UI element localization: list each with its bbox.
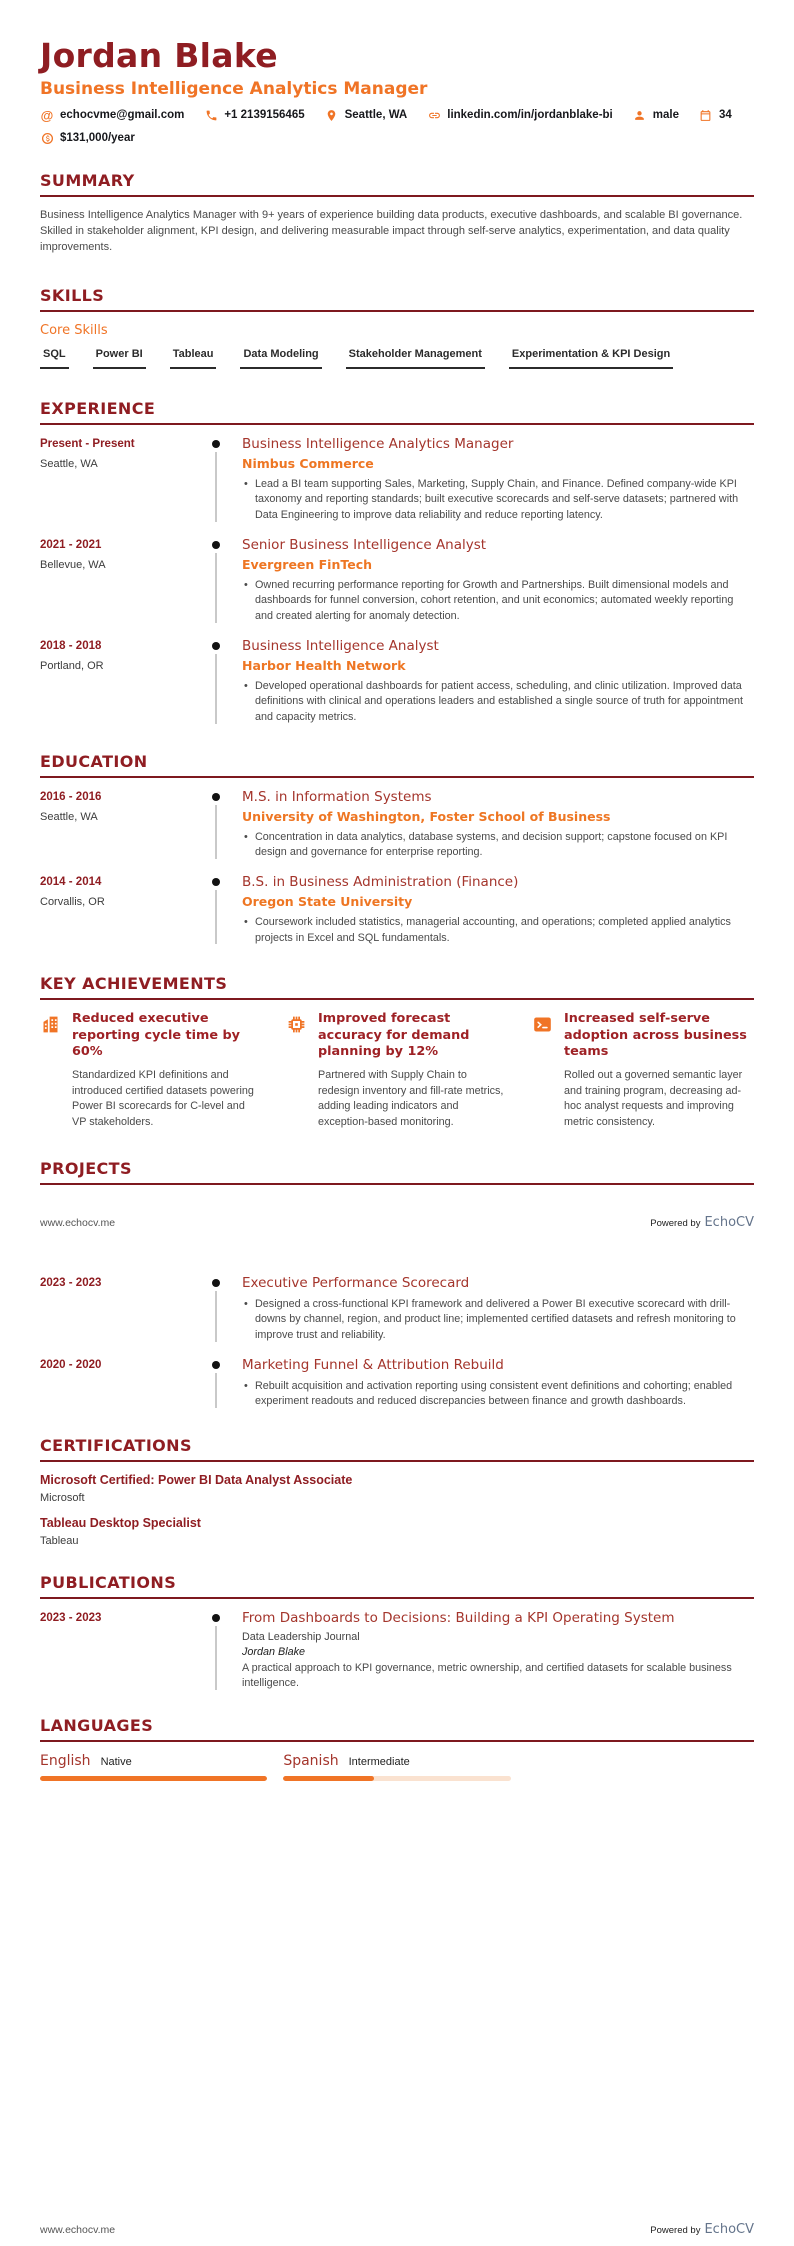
brand-link[interactable]: EchoCV <box>704 1214 754 1230</box>
footer-powered-by <box>650 1213 754 1231</box>
page-footer <box>40 2220 754 2238</box>
entry-body <box>242 874 754 946</box>
timeline <box>190 638 242 726</box>
publications-heading: PUBLICATIONS <box>40 1572 177 1592</box>
company-name: Harbor Health Network <box>242 657 406 673</box>
language-proficiency-bar <box>40 1776 267 1781</box>
entry-meta <box>40 874 190 946</box>
section-rule <box>40 1460 754 1462</box>
timeline-line <box>215 1291 217 1342</box>
publication-title: From Dashboards to Decisions: Building a KPI Operating System <box>242 1609 675 1626</box>
language-level: Intermediate <box>348 1756 410 1769</box>
timeline <box>190 1275 242 1344</box>
section-rule <box>40 1597 754 1599</box>
certification-item <box>40 1473 754 1504</box>
language-name: Spanish <box>283 1753 339 1770</box>
location-text: Seattle, WA <box>344 109 408 121</box>
section-skills <box>40 286 754 369</box>
education-heading: EDUCATION <box>40 751 148 771</box>
footer-powered-by <box>650 2220 754 2238</box>
job-bullet: • Developed operational dashboards for patient access, scheduling, and clinic utilization. Improved data definitions with clinical and operations leaders and established a single source of truth for appointment and capacity metrics. <box>242 679 747 726</box>
skill-chip: Stakeholder Management <box>346 348 485 369</box>
publication-description: A practical approach to KPI governance, metric ownership, and certified datasets for scalable business intelligence. <box>242 1661 732 1690</box>
timeline <box>190 1610 242 1692</box>
certification-issuer: Microsoft <box>40 1491 85 1504</box>
entry-dates: Present - Present <box>40 437 135 450</box>
achievement-card <box>40 1011 262 1130</box>
entry-meta <box>40 1610 190 1692</box>
skills-chip-list <box>40 348 754 369</box>
timeline <box>190 874 242 946</box>
timeline-dot <box>212 1361 220 1369</box>
timeline-line <box>215 553 217 623</box>
certifications-heading: CERTIFICATIONS <box>40 1435 192 1455</box>
timeline <box>190 789 242 861</box>
summary-text: Business Intelligence Analytics Manager with 9+ years of experience building data products, executive dashboards, and scalable BI governance. Skilled in stakeholder alignment, KPI design, and delivering measurable impact through self-serve analytics, experimentation, and data quality improvements. <box>40 209 743 253</box>
languages-heading: LANGUAGES <box>40 1716 154 1736</box>
entry-meta <box>40 436 190 524</box>
section-rule <box>40 998 754 1000</box>
language-item <box>40 1753 267 1781</box>
achievements-heading: KEY ACHIEVEMENTS <box>40 974 228 994</box>
salary-text: $131,000/year <box>60 132 135 144</box>
achievement-card <box>532 1011 754 1130</box>
entry-dates: 2023 - 2023 <box>40 1611 102 1624</box>
powered-by-label: Powered by <box>650 2225 701 2236</box>
person-icon <box>633 108 647 122</box>
powered-by-label: Powered by <box>650 1217 701 1229</box>
timeline <box>190 436 242 524</box>
section-rule <box>40 1183 754 1185</box>
phone-icon <box>204 108 218 122</box>
language-proficiency-fill <box>283 1776 374 1781</box>
entry-body <box>242 638 754 726</box>
certification-name: Microsoft Certified: Power BI Data Analyst Associate <box>40 1472 353 1487</box>
timeline-line <box>215 1373 217 1408</box>
entry-meta <box>40 789 190 861</box>
language-item <box>283 1753 510 1781</box>
calendar-icon <box>699 108 713 122</box>
achievement-title: Improved forecast accuracy for demand planning by 12% <box>318 1011 470 1060</box>
location-item <box>325 108 408 122</box>
experience-entry <box>40 537 754 625</box>
phone-text: +1 2139156465 <box>224 109 305 121</box>
achievement-description: Partnered with Supply Chain to redesign inventory and fill-rate metrics, adding leading indicators and exception-based monitoring. <box>318 1069 504 1128</box>
entry-meta <box>40 1275 190 1344</box>
job-title: Business Intelligence Analyst <box>242 637 439 654</box>
school-name: Oregon State University <box>242 893 413 909</box>
section-languages <box>40 1716 754 1781</box>
section-experience <box>40 399 754 726</box>
education-bullet: • Concentration in data analytics, database systems, and decision support; capstone focused on KPI design and governance for enterprise reporting. <box>242 830 747 861</box>
entry-location: Portland, OR <box>40 659 104 672</box>
timeline-line <box>215 452 217 522</box>
candidate-title: Business Intelligence Analytics Manager <box>40 79 428 99</box>
achievement-description: Standardized KPI definitions and introduced certified datasets powering Power BI scorecards for C-level and VP stakeholders. <box>72 1069 254 1128</box>
contact-row-2 <box>40 131 754 145</box>
gender-item <box>633 108 679 122</box>
phone-link[interactable] <box>204 108 304 122</box>
terminal-icon <box>532 1014 553 1035</box>
project-entry <box>40 1275 754 1344</box>
entry-location: Corvallis, OR <box>40 895 105 908</box>
skills-heading: SKILLS <box>40 285 105 305</box>
timeline-dot <box>212 878 220 886</box>
chip-icon <box>286 1014 307 1035</box>
entry-body <box>242 436 754 524</box>
timeline-dot <box>212 440 220 448</box>
timeline-line <box>215 890 217 944</box>
entry-location: Seattle, WA <box>40 457 98 470</box>
language-proficiency-bar <box>283 1776 510 1781</box>
education-entry <box>40 874 754 946</box>
entry-dates: 2021 - 2021 <box>40 538 102 551</box>
achievement-body <box>564 1011 754 1130</box>
experience-entry <box>40 638 754 726</box>
timeline-line <box>215 654 217 724</box>
publication-author: Jordan Blake <box>242 1645 306 1658</box>
timeline-dot <box>212 1614 220 1622</box>
entry-dates: 2020 - 2020 <box>40 1358 102 1371</box>
languages-grid <box>40 1753 754 1781</box>
degree-title: B.S. in Business Administration (Finance) <box>242 873 519 890</box>
timeline-line <box>215 805 217 859</box>
salary-icon <box>40 131 54 145</box>
language-name: English <box>40 1753 91 1770</box>
section-rule <box>40 1740 754 1742</box>
timeline-dot <box>212 793 220 801</box>
certification-issuer: Tableau <box>40 1534 79 1547</box>
brand-link[interactable]: EchoCV <box>704 2222 754 2237</box>
location-icon <box>325 108 339 122</box>
entry-dates: 2016 - 2016 <box>40 790 102 803</box>
entry-body <box>242 1357 754 1410</box>
publication-journal: Data Leadership Journal <box>242 1630 360 1643</box>
entry-meta <box>40 537 190 625</box>
entry-location: Bellevue, WA <box>40 558 106 571</box>
timeline-dot <box>212 642 220 650</box>
entry-location: Seattle, WA <box>40 810 98 823</box>
company-name: Nimbus Commerce <box>242 455 374 471</box>
timeline-dot <box>212 1279 220 1287</box>
section-achievements <box>40 974 754 1130</box>
achievement-title: Reduced executive reporting cycle time by 60% <box>72 1011 240 1060</box>
section-rule <box>40 776 754 778</box>
timeline <box>190 537 242 625</box>
achievement-title: Increased self-serve adoption across business teams <box>564 1011 747 1060</box>
project-entry <box>40 1357 754 1410</box>
skill-chip: Data Modeling <box>240 348 321 369</box>
link-icon <box>427 108 441 122</box>
job-title: Senior Business Intelligence Analyst <box>242 536 487 553</box>
education-bullet: • Coursework included statistics, managerial accounting, and operations; completed applied analytics projects in Excel and SQL fundamentals. <box>242 915 747 946</box>
entry-body <box>242 1610 754 1692</box>
section-education <box>40 752 754 947</box>
degree-title: M.S. in Information Systems <box>242 788 432 805</box>
building-icon <box>40 1014 61 1035</box>
education-entry <box>40 789 754 861</box>
job-title: Business Intelligence Analytics Manager <box>242 435 514 452</box>
timeline-dot <box>212 541 220 549</box>
experience-heading: EXPERIENCE <box>40 398 156 418</box>
section-rule <box>40 310 754 312</box>
salary-item <box>40 131 135 145</box>
age-item <box>699 108 732 122</box>
timeline <box>190 1357 242 1410</box>
linkedin-text: linkedin.com/in/jordanblake-bi <box>447 109 613 121</box>
certification-name: Tableau Desktop Specialist <box>40 1515 201 1530</box>
email-text: echocvme@gmail.com <box>60 109 185 121</box>
school-name: University of Washington, Foster School of Business <box>242 808 611 824</box>
experience-entry <box>40 436 754 524</box>
footer-site-link[interactable]: www.echocv.me <box>40 2224 116 2236</box>
skill-chip: SQL <box>40 348 69 369</box>
entry-body <box>242 537 754 625</box>
company-name: Evergreen FinTech <box>242 556 373 572</box>
section-summary <box>40 171 754 256</box>
project-title: Executive Performance Scorecard <box>242 1274 470 1291</box>
section-rule <box>40 423 754 425</box>
job-bullet: • Owned recurring performance reporting for Growth and Partnerships. Built dimensional models and dashboards for funnel conversion, cohort retention, and unit economics; automated weekly reporting and created alerting for anomaly detection. <box>242 578 747 625</box>
skill-chip: Tableau <box>170 348 217 369</box>
achievements-grid <box>40 1011 754 1130</box>
page-footer <box>40 1213 754 1231</box>
language-row <box>283 1753 510 1769</box>
email-icon: @ <box>40 107 54 123</box>
project-title: Marketing Funnel & Attribution Rebuild <box>242 1356 504 1373</box>
footer-site-link[interactable]: www.echocv.me <box>40 1216 116 1229</box>
section-publications <box>40 1573 754 1692</box>
job-bullet: • Lead a BI team supporting Sales, Marketing, Supply Chain, and Finance. Defined company-wide KPI taxonomy and reporting standards; built executive scorecards and self-serve datasets; partnered with Data Engineering to improve data reliability and reduce reporting latency. <box>242 477 747 524</box>
achievement-card <box>286 1011 508 1130</box>
contact-row-1 <box>40 108 754 122</box>
certification-item <box>40 1516 754 1547</box>
achievement-body <box>318 1011 508 1130</box>
projects-heading: PROJECTS <box>40 1158 132 1178</box>
summary-heading: SUMMARY <box>40 171 135 190</box>
entry-meta <box>40 638 190 726</box>
section-rule <box>40 195 754 197</box>
entry-dates: 2023 - 2023 <box>40 1276 102 1289</box>
candidate-name: Jordan Blake <box>40 36 278 75</box>
achievement-description: Rolled out a governed semantic layer and training program, decreasing ad-hoc analyst requests and improving metric consistency. <box>564 1069 743 1128</box>
language-level: Native <box>100 1756 132 1769</box>
skill-chip: Experimentation & KPI Design <box>509 348 673 369</box>
age-text: 34 <box>718 109 732 121</box>
email-link[interactable] <box>40 108 184 122</box>
entry-body <box>242 1275 754 1344</box>
resume-header <box>40 0 754 145</box>
skills-group-label: Core Skills <box>40 322 108 338</box>
language-row <box>40 1753 267 1769</box>
entry-dates: 2018 - 2018 <box>40 639 102 652</box>
project-bullet: • Rebuilt acquisition and activation reporting using consistent event definitions and cohorting; enabled experiment readouts and reduced discrepancies between finance and growth dashboards. <box>242 1379 747 1410</box>
entry-body <box>242 789 754 861</box>
linkedin-link[interactable] <box>427 108 613 122</box>
language-proficiency-fill <box>40 1776 267 1781</box>
section-certifications <box>40 1436 754 1547</box>
timeline-line <box>215 1626 217 1690</box>
project-bullet: • Designed a cross-functional KPI framework and delivered a Power BI executive scorecard with drill-downs by channel, region, and product line; implemented certified datasets and refresh monitoring to improve trust and reliability. <box>242 1297 747 1344</box>
section-projects <box>40 1159 754 1410</box>
language-item-empty <box>527 1753 754 1781</box>
gender-text: male <box>652 109 679 121</box>
achievement-body <box>72 1011 262 1130</box>
skill-chip: Power BI <box>93 348 146 369</box>
entry-dates: 2014 - 2014 <box>40 875 102 888</box>
entry-meta <box>40 1357 190 1410</box>
publication-entry <box>40 1610 754 1692</box>
